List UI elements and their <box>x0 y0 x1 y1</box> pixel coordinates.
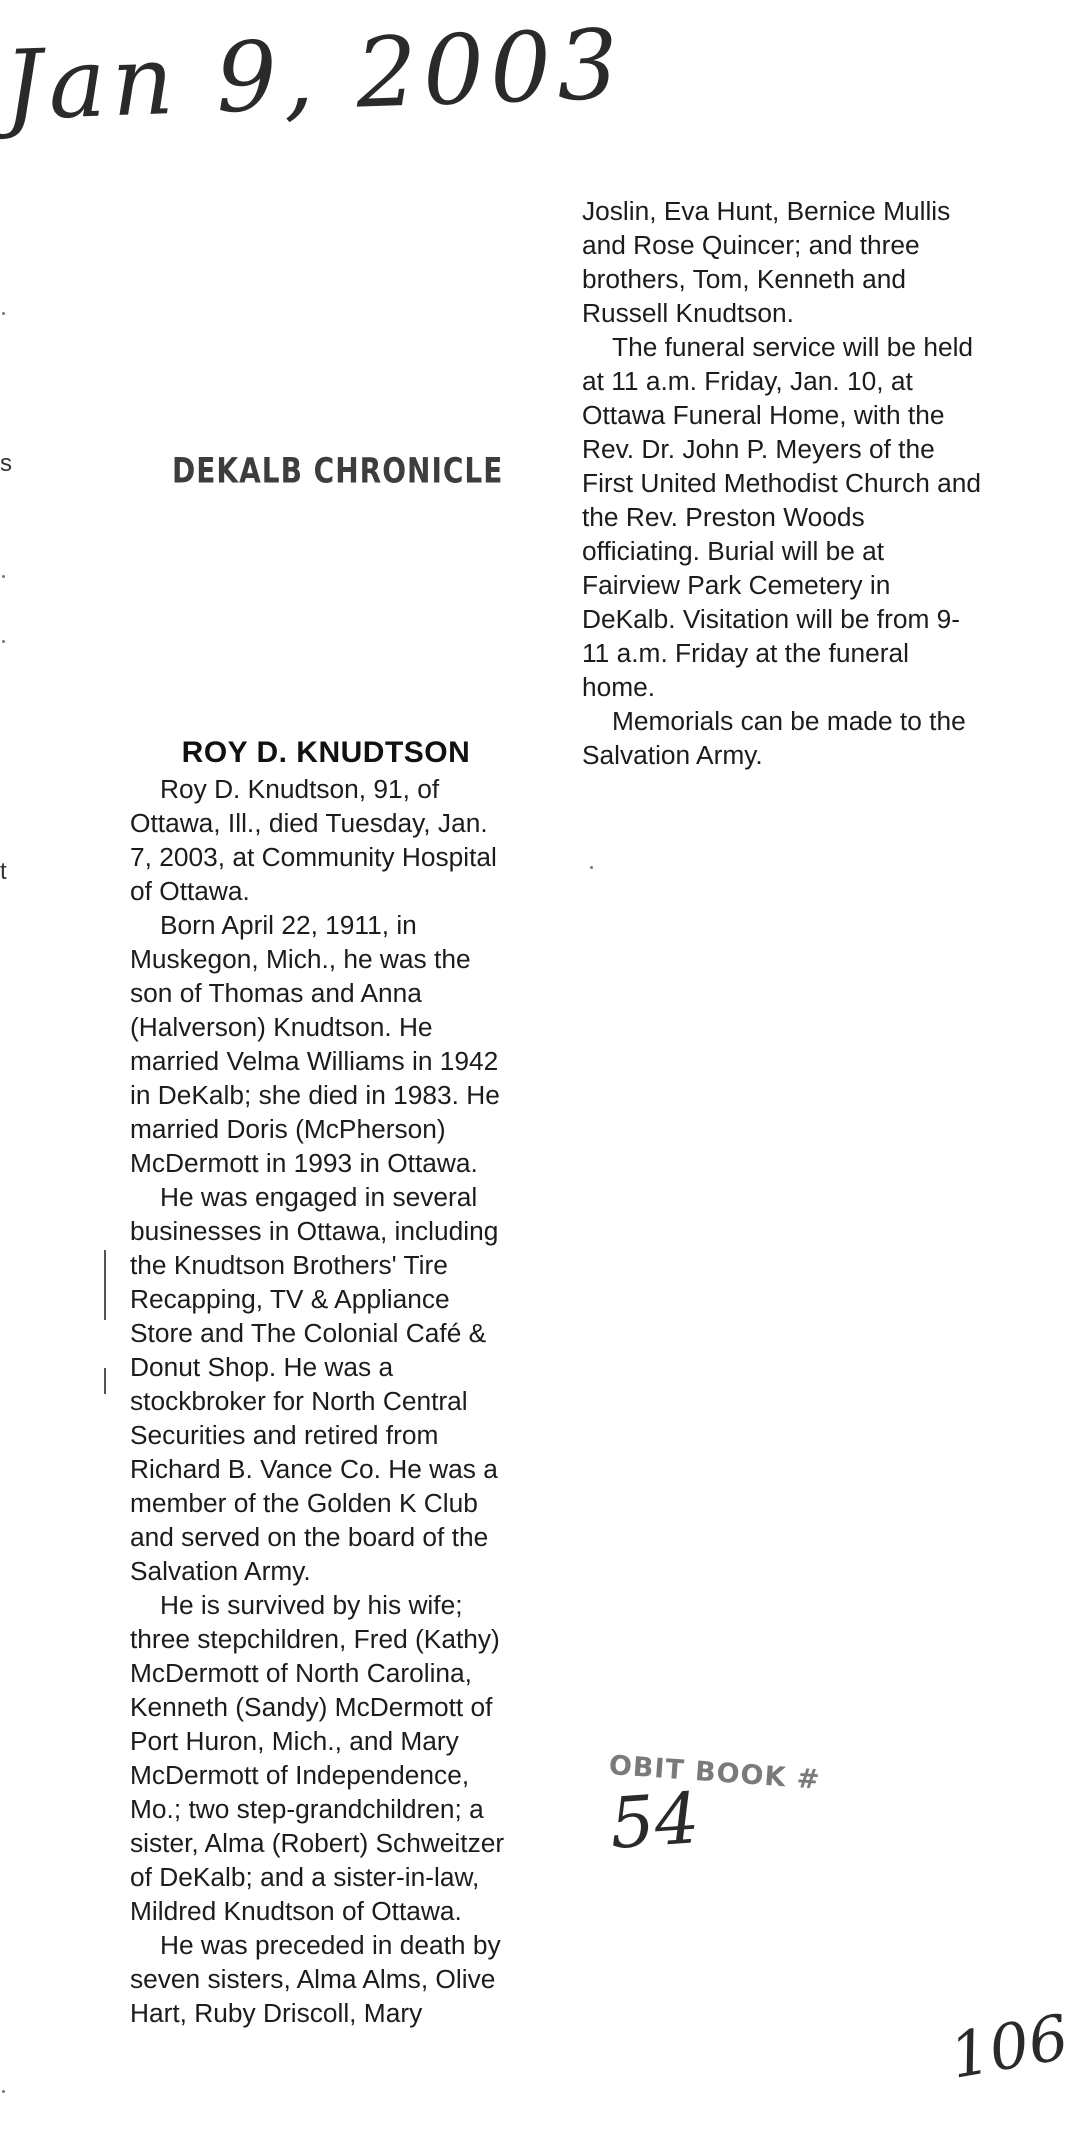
obituary-paragraph: The funeral service will be held at 11 a.m. Friday, Jan. 10, at Ottawa Funeral Home, with the Rev. Dr. John P. Meyers of the First United Methodist Church and the Rev. Preston Woods officiating. Burial will be at Fairview Park Cemetery in DeKalb. Visitation will be from 9-11 a.m. Friday at the funeral home. <box>582 332 982 702</box>
speck <box>2 575 5 578</box>
obituary-paragraph: Memorials can be made to the Salvation Army. <box>582 706 966 770</box>
obituary-paragraph: He was preceded in death by seven sisters, Alma Alms, Olive Hart, Ruby Driscoll, Mary <box>130 1930 501 2028</box>
speck <box>2 2090 5 2093</box>
margin-letter: t <box>0 858 7 885</box>
speck <box>2 640 5 643</box>
handwritten-date: Jan 9, 2003 <box>2 8 627 142</box>
obit-book-stamp: OBIT BOOK # <box>607 1750 822 1796</box>
newspaper-stamp: DEKALB CHRONICLE <box>172 450 504 492</box>
speck <box>590 866 593 869</box>
speck <box>2 312 5 315</box>
obituary-paragraph: He was engaged in several businesses in Ottawa, including the Knudtson Brothers' Tire Recapping, TV & Appliance Store and The Colonial Café & Donut Shop. He was a stockbroker for North Central Securities and retired from Richard B. Vance Co. He was a member of the Golden K Club and served on the board of the Salvation Army. <box>130 1182 499 1586</box>
obituary-paragraph: Born April 22, 1911, in Muskegon, Mich., he was the son of Thomas and Anna (Halverson) Knudtson. He married Velma Williams in 1942 in DeKalb; she died in 1983. He married Doris (McPherson) McDermott in 1993 in Ottawa. <box>130 910 500 1178</box>
handwritten-page-number: 106 <box>944 2000 1074 2093</box>
margin-letter: s <box>0 450 12 477</box>
obituary-right-column <box>582 194 982 772</box>
obituary-left-column <box>130 736 510 2030</box>
obituary-headline: ROY D. KNUDTSON <box>181 736 471 769</box>
clipping-edge-mark <box>104 1368 106 1394</box>
obituary-paragraph: Roy D. Knudtson, 91, of Ottawa, Ill., died Tuesday, Jan. 7, 2003, at Community Hospital of Ottawa. <box>130 774 497 906</box>
clipping-edge-mark <box>104 1250 106 1320</box>
obituary-paragraph: He is survived by his wife; three stepchildren, Fred (Kathy) McDermott of North Carolina, Kenneth (Sandy) McDermott of Port Huron, Mich., and Mary McDermott of Independence, Mo.; two step-grandchildren; a sister, Alma (Robert) Schweitzer of DeKalb; and a sister-in-law, Mildred Knudtson of Ottawa. <box>130 1590 505 1926</box>
handwritten-book-number: 54 <box>607 1776 702 1866</box>
obituary-paragraph: Joslin, Eva Hunt, Bernice Mullis and Rose Quincer; and three brothers, Tom, Kenneth and Russell Knudtson. <box>582 196 951 328</box>
